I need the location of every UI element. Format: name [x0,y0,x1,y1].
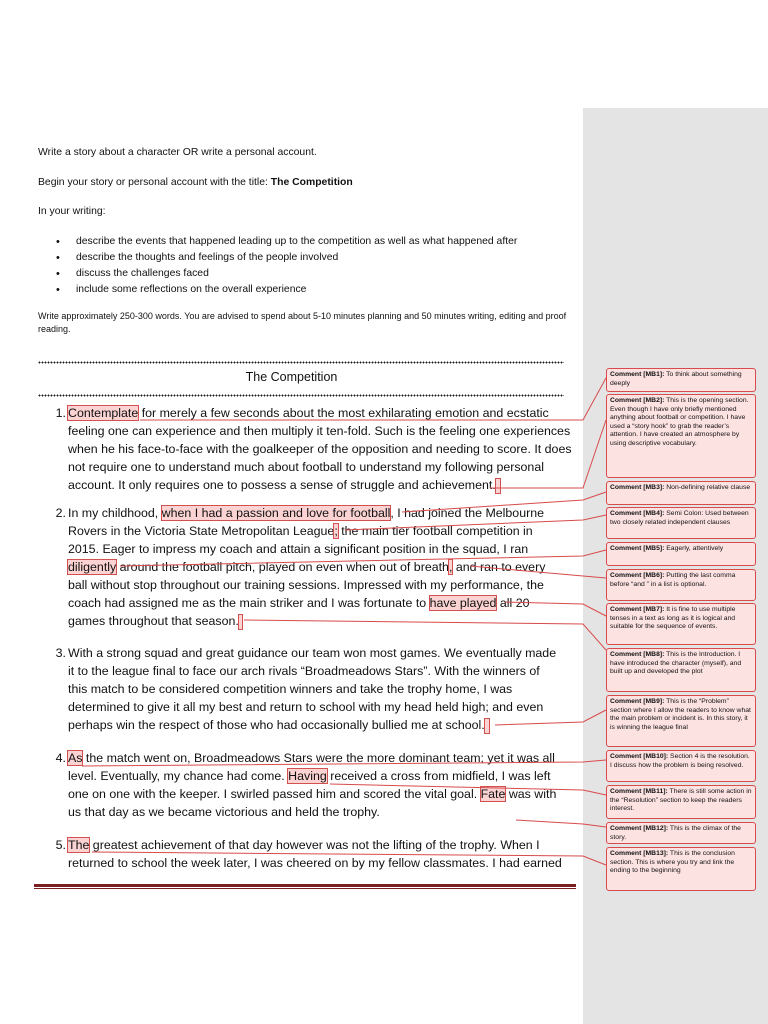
text-run: level. Eventually, my chance had come. [68,769,289,783]
text-run: and ran to every [452,560,546,574]
text-run: for merely a few seconds about the most exhilarating emotion and ecstatic [138,406,549,420]
comment-label: Comment [MB7]: [610,606,665,613]
text-line: returned to school the week later, I was cheered on by my fellow classmates. I had earned [68,856,562,870]
comment-text: This is the conclusion section. This is where you try and link the ending to the beginning [610,850,735,874]
text-run: account. It only requires one to possess a sense of struggle and achievement. [68,478,496,492]
word-count-note: Write approximately 250-300 words. You are advised to spend about 5-10 minutes planning and 50 minutes writing, editing and proof reading. [38,311,567,334]
comment-text: Section 4 is the resolution. I discuss how the problem is being resolved. [610,753,750,769]
paragraph-text [68,836,578,872]
comment-mb3[interactable] [606,481,756,505]
highlight-the[interactable]: The [68,838,90,852]
comment-text: It is fine to use multiple tenses in a text as long as it is logical and suitable for the sequence of events. [610,606,736,630]
bullet-item: • include some reflections on the overall experience [56,282,517,298]
comment-label: Comment [MB6]: [610,572,665,579]
comment-anchor[interactable] [496,479,500,493]
comment-label: Comment [MB5]: [610,545,665,552]
highlight-having[interactable]: Having [288,769,327,783]
comment-label: Comment [MB1]: [610,371,665,378]
comment-text: Eagerly, attentively [666,545,724,552]
comment-mb2[interactable] [606,394,756,478]
comment-mb11[interactable] [606,785,756,819]
text-run: was with [505,787,557,801]
comment-mb7[interactable] [606,603,756,645]
highlight-comma[interactable]: , [448,560,453,574]
highlight-contemplate[interactable]: Contemplate [68,406,139,420]
text-run: around the football pitch, played on even when out of breath [116,560,449,574]
prompt-line-3: In your writing: [38,206,106,217]
paragraph-text [68,749,578,821]
text-line: it to the league final to face our arch rivals “Broadmeadows Stars”. With the winners of [68,664,540,678]
text-run: games throughout that season. [68,614,239,628]
text-line: With a strong squad and great guidance our team won most games. We eventually made [68,646,557,660]
comment-label: Comment [MB11]: [610,788,668,795]
prompt-line-1: Write a story about a character OR write a personal account. [38,147,317,158]
comment-text: Non-defining relative clause [666,484,751,491]
text-run: , I had joined the Melbourne [390,506,544,520]
text-line: ball without stop throughout our training sessions. Impressed with my performance, the [68,578,544,592]
comment-label: Comment [MB4]: [610,510,665,517]
text-run: one on one with the keeper. I swirled passed him and scored the vital goal. [68,787,481,801]
text-run: perhaps win the respect of those who had occasionally bullied me at school. [68,718,485,732]
comment-label: Comment [MB2]: [610,397,665,404]
prompt-title-bold: The Competition [270,177,353,188]
comment-label: Comment [MB9]: [610,698,665,705]
prompt-line-2-text: Begin your story or personal account with the title: [38,177,271,188]
dotted-separator [38,361,564,364]
comment-text: This is the climax of the story. [610,825,741,841]
comment-text: This is the opening section. Even though I have only briefly mentioned anything about football or competition. I have used a “story hook” to grab the reader’s attention. I have created an atmosphere by using descriptive vocabulary. [610,397,749,447]
comment-label: Comment [MB8]: [610,651,665,658]
paragraph-number: 4. [55,751,66,765]
paragraph-text [68,404,578,494]
text-run: the main tier football competition in [337,524,533,538]
text-line: not require one to understand much about football to understand my following personal [68,460,544,474]
highlight-semicolon[interactable]: ; [334,524,338,538]
text-run: greatest achievement of that day however was not the lifting of the trophy. When I [89,838,540,852]
text-run: all 20 [496,596,530,610]
comment-mb5[interactable] [606,542,756,566]
story-title: The Competition [245,370,338,384]
comment-label: Comment [MB13]: [610,850,669,857]
highlight-as[interactable]: As [68,751,83,765]
paragraph-number: 5. [55,838,66,852]
comment-text: To think about something deeply [610,371,742,387]
comment-text: This is the Introduction. I have introduced the character (myself), and built up and developed the plot [610,651,742,675]
text-line: this match to be considered competition winners and take the trophy home, I was [68,682,513,696]
text-run: received a cross from midfield, I was left [326,769,551,783]
paragraph-number: 2. [55,506,66,520]
text-run: coach had assigned me as the main striker and I was fortunate to [68,596,430,610]
bullet-item: • discuss the challenges faced [56,266,517,282]
text-line: determined to give it all my best and return to school with my head held high; and even [68,700,544,714]
comment-mb4[interactable] [606,507,756,539]
bullet-item: • describe the events that happened leading up to the competition as well as what happened after [56,234,517,250]
comment-mb9[interactable] [606,695,756,747]
highlight-relative-clause[interactable]: when I had a passion and love for football [161,506,391,520]
text-line: feeling one can experience and then multiply it ten-fold. Such is the feeling one experiences [68,424,571,438]
paragraph-number: 1. [55,406,66,420]
comment-mb1[interactable] [606,368,756,392]
comment-mb6[interactable] [606,569,756,601]
comment-mb12[interactable] [606,822,756,844]
highlight-fate[interactable]: Fate [480,787,506,801]
dotted-separator [38,394,564,397]
comment-mb10[interactable] [606,750,756,782]
text-line: when he his face-to-face with the goalkeeper of the opposition and needing to score. It does [68,442,572,456]
paragraph-text [68,644,578,734]
comment-text: This is the “Problem” section where I allow the readers to know what the main problem or incident is. In this story, it is winning the league final [610,698,751,731]
comment-text: Semi Colon: Used between two closely related independent clauses [610,510,749,526]
footer-rule-thin [34,888,576,889]
comment-label: Comment [MB12]: [610,825,669,832]
comment-mb8[interactable] [606,648,756,692]
margin-top [583,0,768,108]
comment-text: Putting the last comma before “and ” in a list is optional. [610,572,736,588]
comment-anchor[interactable] [485,719,489,733]
paragraph-text [68,504,578,630]
text-line: us that day as we became victorious and held the trophy. [68,805,380,819]
prompt-bullet-list [56,234,517,298]
text-line: 2015. Eager to impress my coach and attain a significant position in the squad, I ran [68,542,529,556]
text-run: Rovers in the Victoria State Metropolitan League [68,524,335,538]
comment-mb13[interactable] [606,847,756,891]
highlight-have-played[interactable]: have played [429,596,497,610]
comment-label: Comment [MB3]: [610,484,665,491]
text-run: the match went on, Broadmeadows Stars were the more dominant team; yet it was all [82,751,555,765]
footer-rule [34,884,576,887]
highlight-diligently[interactable]: diligently [68,560,117,574]
comment-label: Comment [MB10]: [610,753,669,760]
text-run: In my childhood, [68,506,162,520]
bullet-item: • describe the thoughts and feelings of the people involved [56,250,517,266]
comment-text: There is still some action in the “Resolution” section to keep the readers interest. [610,788,752,812]
paragraph-number: 3. [55,646,66,660]
comment-anchor[interactable] [239,615,242,629]
prompt-line-2 [38,176,353,189]
